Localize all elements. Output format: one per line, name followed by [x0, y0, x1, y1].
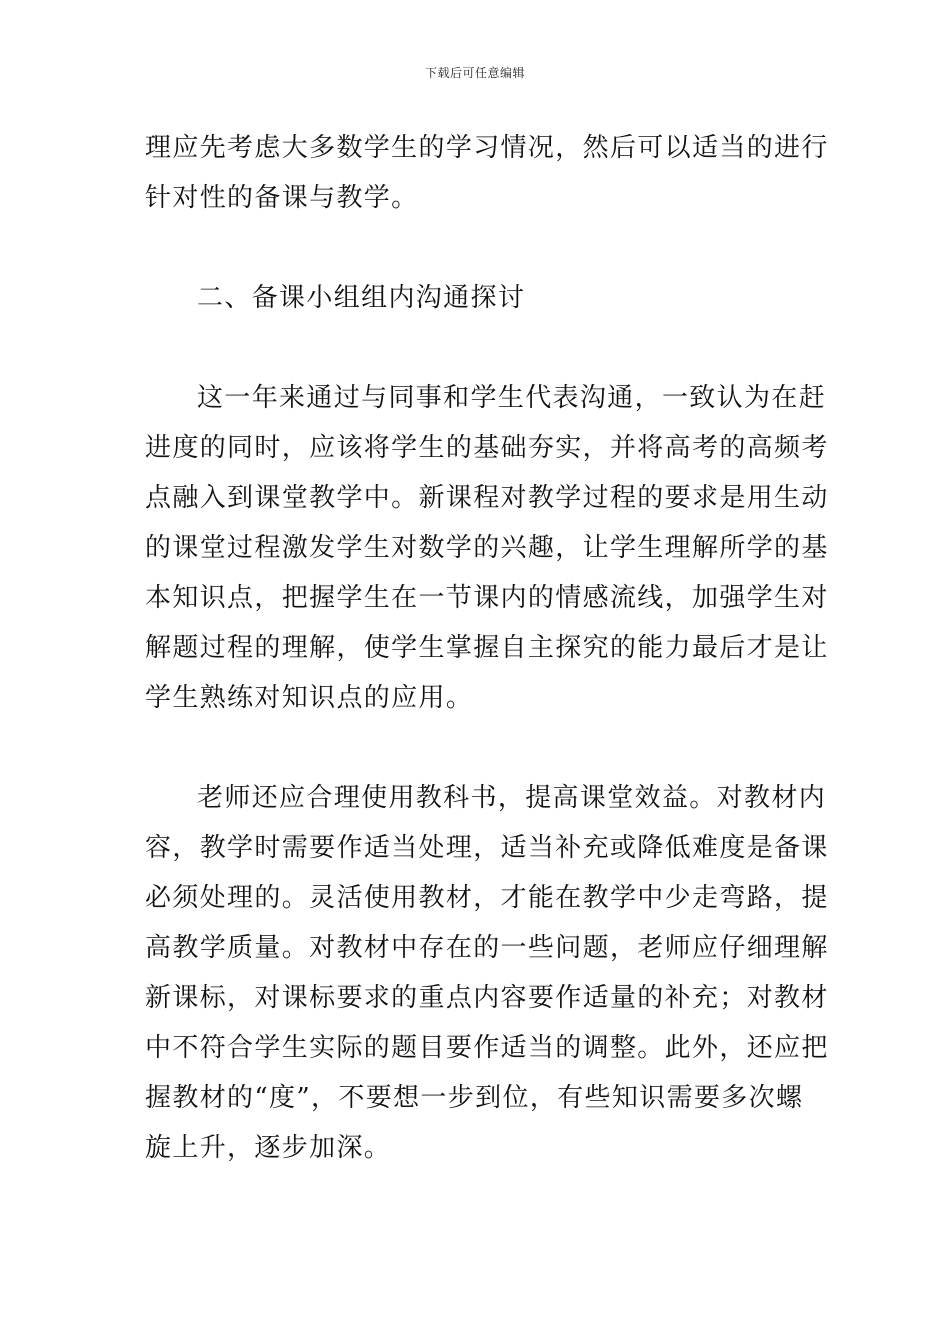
text-line: 老师还应合理使用教科书，提高课堂效益。对教材内: [197, 783, 827, 813]
text-line: 握教材的“度”，不要想一步到位，有些知识需要多次螺: [145, 1083, 804, 1113]
text-line: 本知识点，把握学生在一节课内的情感流线，加强学生对: [145, 583, 829, 613]
section-heading: 二、备课小组组内沟通探讨: [197, 283, 526, 313]
text-line: 点融入到课堂教学中。新课程对教学过程的要求是用生动: [145, 483, 829, 513]
text-line: 容，教学时需要作适当处理，适当补充或降低难度是备课: [145, 833, 829, 863]
text-line: 新课标，对课标要求的重点内容要作适量的补充；对教材: [145, 983, 829, 1013]
text-line: 旋上升，逐步加深。: [145, 1133, 392, 1163]
text-line: 针对性的备课与教学。: [145, 183, 419, 213]
text-line: 的课堂过程激发学生对数学的兴趣，让学生理解所学的基: [145, 533, 829, 563]
text-line: 理应先考虑大多数学生的学习情况，然后可以适当的进行: [145, 133, 829, 163]
text-line: 这一年来通过与同事和学生代表沟通，一致认为在赶: [197, 383, 827, 413]
text-line: 中不符合学生实际的题目要作适当的调整。此外，还应把: [145, 1033, 829, 1063]
text-line: 进度的同时，应该将学生的基础夯实，并将高考的高频考: [145, 433, 829, 463]
text-line: 解题过程的理解，使学生掌握自主探究的能力最后才是让: [145, 633, 829, 663]
text-line: 高教学质量。对教材中存在的一些问题，老师应仔细理解: [145, 933, 829, 963]
page-header: 下载后可任意编辑: [424, 66, 525, 80]
text-line: 学生熟练对知识点的应用。: [145, 683, 474, 713]
text-line: 必须处理的。灵活使用教材，才能在教学中少走弯路，提: [145, 883, 829, 913]
